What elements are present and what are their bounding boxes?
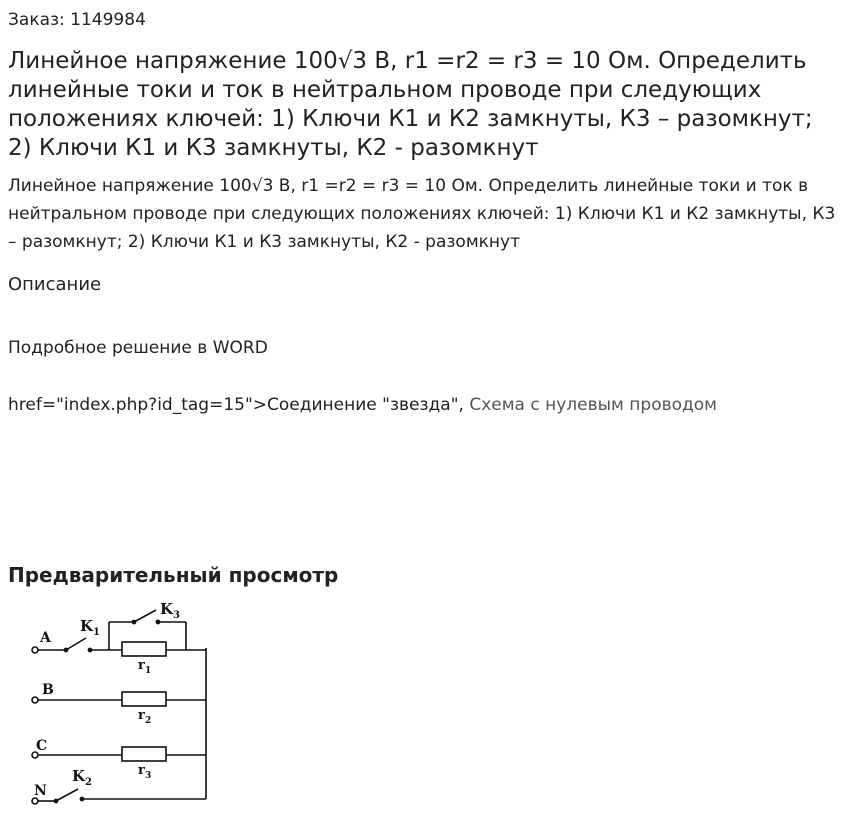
task-title: Линейное напряжение 100√3 В, r1 =r2 = r3 = 10 Ом. Определить линейные токи и ток в нейтральном проводе при следующих положениях ключей: 1) Ключи К1 и К2 замкнуты, К3 – разомкнут; 2) Ключи К1 и К3 замкнуты, К2 - разомкнут: [8, 48, 813, 161]
key-k1-blade: [66, 638, 86, 650]
label-c: C: [36, 738, 48, 754]
label-k2-sub: 2: [85, 777, 92, 788]
label-r1-sub: 1: [145, 666, 152, 676]
label-n: N: [34, 783, 47, 799]
label-k3-sub: 3: [173, 610, 180, 621]
label-k2: K: [72, 767, 86, 785]
terminal-b: [32, 697, 38, 703]
description-label: Описание: [8, 274, 102, 295]
label-k1: K: [80, 617, 94, 635]
resistor-r1: [122, 642, 166, 656]
label-r1: r: [138, 658, 145, 673]
label-k3: K: [160, 600, 174, 618]
tags-prefix: href="index.php?id_tag=15">Соединение "звезда",: [8, 395, 470, 415]
resistor-r3: [122, 747, 166, 761]
label-r3: r: [138, 763, 145, 778]
key-k3-blade: [134, 610, 156, 622]
label-r2: r: [138, 708, 145, 723]
tags-line: [8, 394, 717, 416]
label-a: A: [40, 630, 51, 646]
label-k1-sub: 1: [93, 627, 100, 638]
resistor-r2: [122, 692, 166, 706]
order-number: Заказ: 1149984: [8, 10, 146, 30]
label-r2-sub: 2: [145, 716, 152, 726]
label-b: B: [42, 682, 54, 698]
label-r3-sub: 3: [145, 771, 152, 781]
terminal-a: [32, 647, 38, 653]
task-description: Линейное напряжение 100√3 В, r1 =r2 = r3 = 10 Ом. Определить линейные токи и ток в нейтральном проводе при следующих положениях ключей: 1) Ключи К1 и К2 замкнуты, К3 – разомкнут; 2) Ключи К1 и К3 замкнуты, К2 - разомкнут: [8, 176, 836, 252]
circuit-diagram: [20, 598, 220, 813]
preview-heading: Предварительный просмотр: [8, 563, 339, 587]
key-k2-blade: [56, 789, 78, 801]
solution-text: Подробное решение в WORD: [8, 338, 268, 358]
tag-link-neutral-wire[interactable]: Схема с нулевым проводом: [469, 395, 717, 415]
